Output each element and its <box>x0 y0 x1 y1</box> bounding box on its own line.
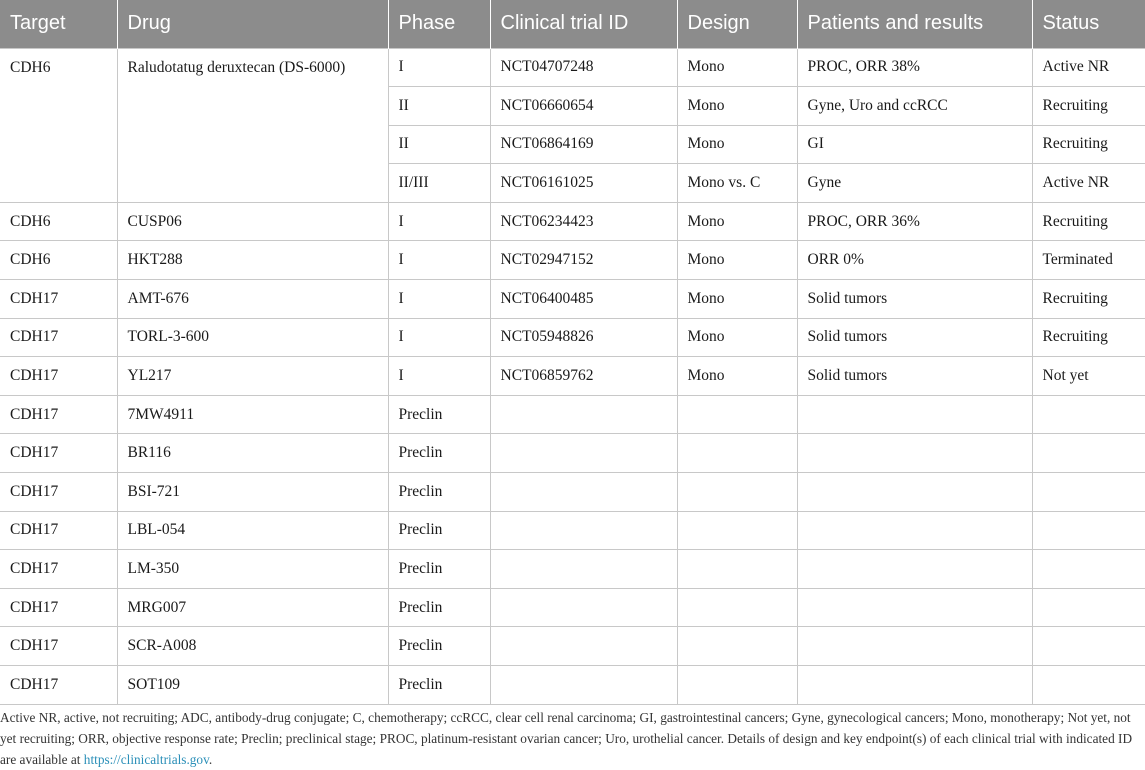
cell-drug: LBL-054 <box>117 511 388 550</box>
cell-target: CDH17 <box>0 280 117 319</box>
cell-patients: PROC, ORR 36% <box>797 202 1032 241</box>
cell-phase: II/III <box>388 164 490 203</box>
cell-trial-id: NCT06400485 <box>490 280 677 319</box>
cell-trial-id: NCT06234423 <box>490 202 677 241</box>
cell-patients: ORR 0% <box>797 241 1032 280</box>
cell-status: Recruiting <box>1032 280 1145 319</box>
cell-patients: Gyne, Uro and ccRCC <box>797 87 1032 126</box>
cell-drug: 7MW4911 <box>117 395 388 434</box>
cell-phase: Preclin <box>388 473 490 512</box>
cell-design <box>677 588 797 627</box>
table-row <box>0 318 1145 357</box>
cell-status <box>1032 511 1145 550</box>
cell-target: CDH6 <box>0 48 117 202</box>
header-trial-id: Clinical trial ID <box>490 0 677 48</box>
cell-target: CDH17 <box>0 395 117 434</box>
cell-phase: I <box>388 202 490 241</box>
cell-trial-id: NCT06161025 <box>490 164 677 203</box>
cell-drug: HKT288 <box>117 241 388 280</box>
table-row <box>0 202 1145 241</box>
table-header-row <box>0 0 1145 48</box>
cell-patients <box>797 473 1032 512</box>
table-row <box>0 588 1145 627</box>
footnote-text: Active NR, active, not recruiting; ADC, antibody-drug conjugate; C, chemotherapy; ccRCC, clear cell renal carcinoma; GI, gastrointestinal cancers; Gyne, gynecological cancers; Mono, monotherapy; Not yet, not yet recruiting; ORR, objective response rate; Preclin; preclinical stage; PROC, platinum-resistant ovarian cancer; Uro, urothelial cancer. Details of design and key endpoint(s) of each clinical trial with indicated ID are available at <box>0 710 1133 767</box>
cell-phase: I <box>388 241 490 280</box>
cell-trial-id <box>490 434 677 473</box>
cell-phase: Preclin <box>388 550 490 589</box>
cell-status: Recruiting <box>1032 87 1145 126</box>
cell-trial-id <box>490 627 677 666</box>
cell-target: CDH17 <box>0 511 117 550</box>
cell-patients: Gyne <box>797 164 1032 203</box>
cell-trial-id <box>490 473 677 512</box>
cell-design <box>677 511 797 550</box>
cell-design: Mono <box>677 125 797 164</box>
cell-trial-id <box>490 550 677 589</box>
cell-drug: Raludotatug deruxtecan (DS-6000) <box>117 48 388 202</box>
table-row <box>0 473 1145 512</box>
cell-design: Mono vs. C <box>677 164 797 203</box>
clinicaltrials-link[interactable]: https://clinicaltrials.gov <box>83 752 209 767</box>
cell-design: Mono <box>677 318 797 357</box>
cell-patients <box>797 627 1032 666</box>
cell-phase: Preclin <box>388 511 490 550</box>
cell-trial-id: NCT06864169 <box>490 125 677 164</box>
cell-status: Terminated <box>1032 241 1145 280</box>
cell-design <box>677 434 797 473</box>
cell-patients: Solid tumors <box>797 280 1032 319</box>
table-row <box>0 511 1145 550</box>
cell-drug: CUSP06 <box>117 202 388 241</box>
cell-status <box>1032 550 1145 589</box>
cell-patients: PROC, ORR 38% <box>797 48 1032 87</box>
header-design: Design <box>677 0 797 48</box>
cell-status: Not yet <box>1032 357 1145 396</box>
cell-design <box>677 395 797 434</box>
cell-target: CDH17 <box>0 550 117 589</box>
cell-trial-id: NCT06859762 <box>490 357 677 396</box>
cell-status: Active NR <box>1032 48 1145 87</box>
cell-phase: I <box>388 318 490 357</box>
cell-phase: Preclin <box>388 666 490 705</box>
table-row <box>0 357 1145 396</box>
cell-patients <box>797 395 1032 434</box>
table-footnote <box>0 707 1138 770</box>
cell-design <box>677 666 797 705</box>
cell-status <box>1032 434 1145 473</box>
cell-drug: SOT109 <box>117 666 388 705</box>
cell-phase: Preclin <box>388 588 490 627</box>
cell-trial-id <box>490 395 677 434</box>
cell-target: CDH17 <box>0 434 117 473</box>
cell-target: CDH6 <box>0 241 117 280</box>
cell-status <box>1032 627 1145 666</box>
footnote-end: . <box>208 752 213 767</box>
cell-status <box>1032 588 1145 627</box>
cell-patients <box>797 434 1032 473</box>
cell-design <box>677 473 797 512</box>
cell-drug: LM-350 <box>117 550 388 589</box>
header-drug: Drug <box>117 0 388 48</box>
cell-drug: TORL-3-600 <box>117 318 388 357</box>
header-status: Status <box>1032 0 1145 48</box>
table-row <box>0 48 1145 87</box>
cell-patients <box>797 511 1032 550</box>
cell-phase: II <box>388 87 490 126</box>
table-row <box>0 434 1145 473</box>
cell-drug: AMT-676 <box>117 280 388 319</box>
cell-drug: YL217 <box>117 357 388 396</box>
cell-design: Mono <box>677 202 797 241</box>
cell-drug: BR116 <box>117 434 388 473</box>
cell-phase: Preclin <box>388 395 490 434</box>
cell-phase: Preclin <box>388 434 490 473</box>
cell-drug: MRG007 <box>117 588 388 627</box>
cell-trial-id <box>490 588 677 627</box>
table-row <box>0 241 1145 280</box>
header-patients-results: Patients and results <box>797 0 1032 48</box>
cell-design: Mono <box>677 280 797 319</box>
cell-patients <box>797 666 1032 705</box>
cell-patients: Solid tumors <box>797 357 1032 396</box>
cell-status: Recruiting <box>1032 318 1145 357</box>
cell-phase: Preclin <box>388 627 490 666</box>
cell-status: Active NR <box>1032 164 1145 203</box>
cell-phase: II <box>388 125 490 164</box>
header-phase: Phase <box>388 0 490 48</box>
cell-status: Recruiting <box>1032 202 1145 241</box>
cell-patients <box>797 588 1032 627</box>
cell-phase: I <box>388 280 490 319</box>
cell-drug: SCR-A008 <box>117 627 388 666</box>
cell-target: CDH17 <box>0 318 117 357</box>
cell-trial-id: NCT05948826 <box>490 318 677 357</box>
cell-phase: I <box>388 357 490 396</box>
cell-trial-id <box>490 511 677 550</box>
cell-design: Mono <box>677 357 797 396</box>
cell-drug: BSI-721 <box>117 473 388 512</box>
cell-target: CDH17 <box>0 666 117 705</box>
cell-patients <box>797 550 1032 589</box>
header-target: Target <box>0 0 117 48</box>
cell-phase: I <box>388 48 490 87</box>
cell-trial-id: NCT02947152 <box>490 241 677 280</box>
cell-status <box>1032 666 1145 705</box>
cell-design: Mono <box>677 241 797 280</box>
cell-target: CDH17 <box>0 627 117 666</box>
cell-trial-id: NCT06660654 <box>490 87 677 126</box>
cell-trial-id: NCT04707248 <box>490 48 677 87</box>
cell-design: Mono <box>677 87 797 126</box>
cell-target: CDH17 <box>0 588 117 627</box>
cell-status <box>1032 395 1145 434</box>
cell-design <box>677 550 797 589</box>
cell-target: CDH6 <box>0 202 117 241</box>
cell-target: CDH17 <box>0 357 117 396</box>
table-row <box>0 395 1145 434</box>
cell-design: Mono <box>677 48 797 87</box>
table-row <box>0 627 1145 666</box>
cell-status <box>1032 473 1145 512</box>
table-row <box>0 280 1145 319</box>
cell-trial-id <box>490 666 677 705</box>
cell-status: Recruiting <box>1032 125 1145 164</box>
table-row <box>0 666 1145 705</box>
cell-target: CDH17 <box>0 473 117 512</box>
table-row <box>0 550 1145 589</box>
cell-patients: Solid tumors <box>797 318 1032 357</box>
cell-design <box>677 627 797 666</box>
cell-patients: GI <box>797 125 1032 164</box>
